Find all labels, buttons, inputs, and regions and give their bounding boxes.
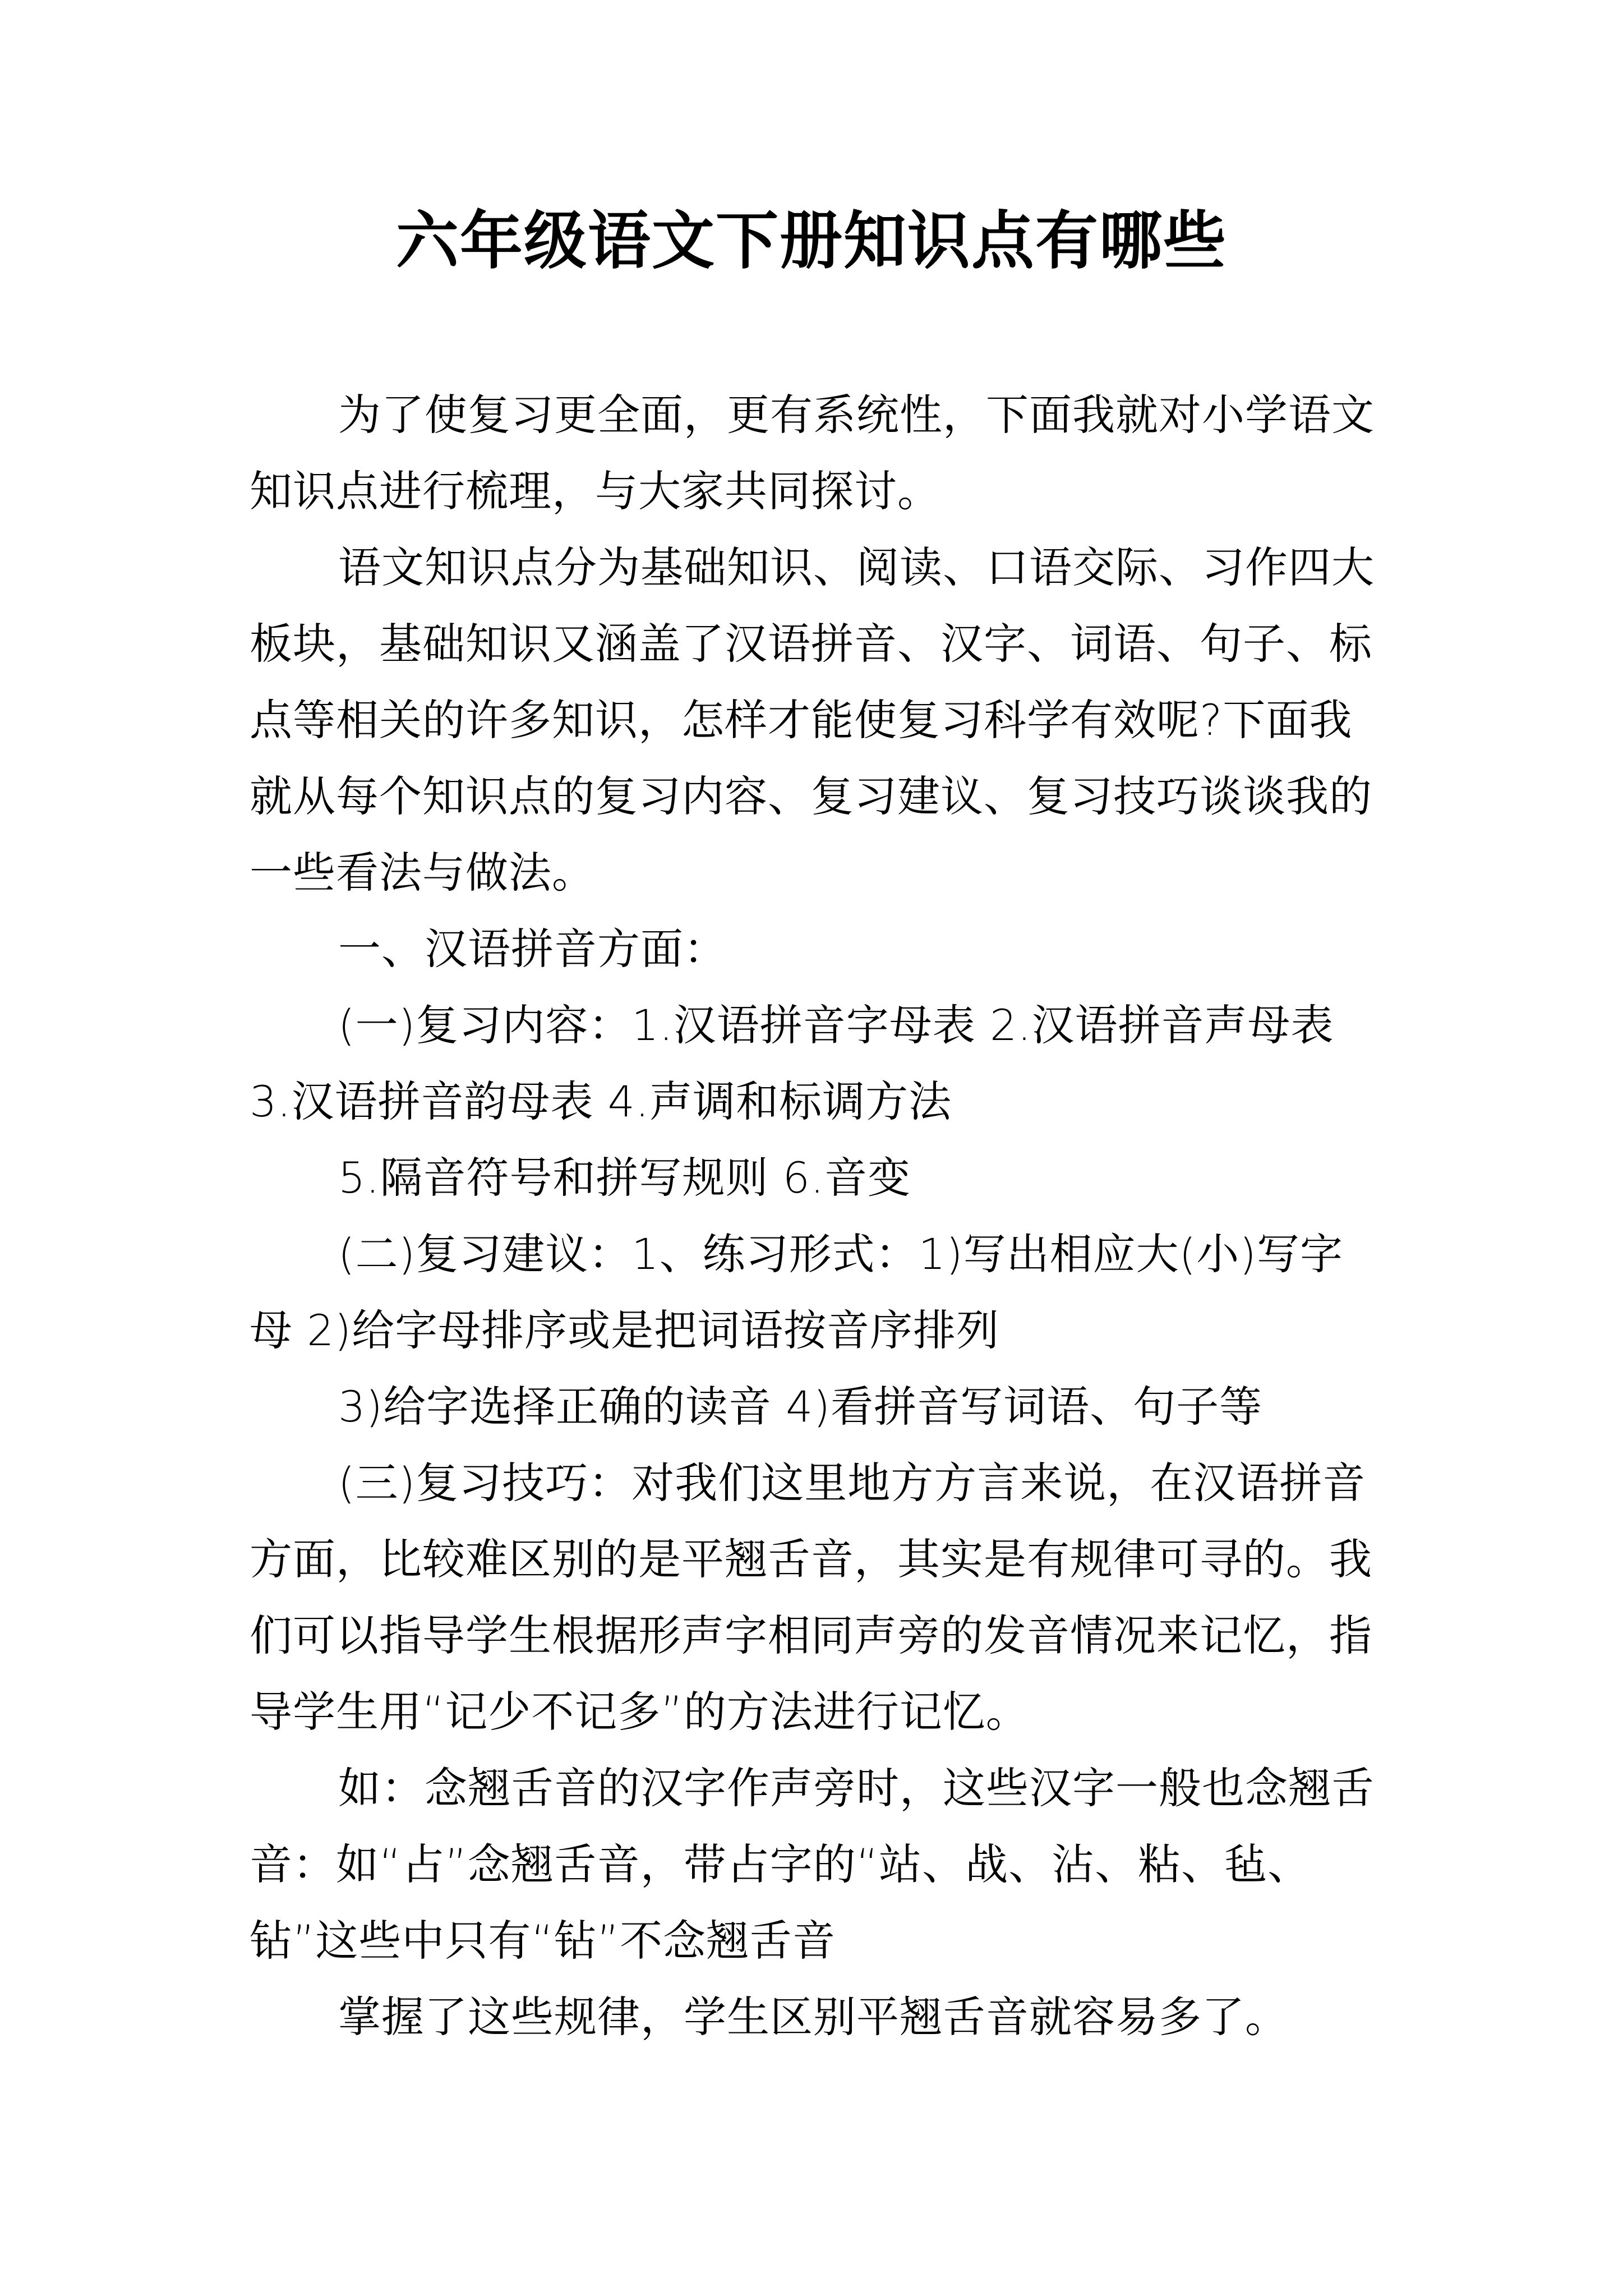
paragraph-line: 就从每个知识点的复习内容、复习建议、复习技巧谈谈我的 (250, 771, 1372, 821)
paragraph-line: 导学生用“记少不记多”的方法进行记忆。 (250, 1687, 1029, 1737)
paragraph-line: 们可以指导学生根据形声字相同声旁的发音情况来记忆，指 (250, 1611, 1372, 1660)
document-title: 六年级语文下册知识点有哪些 (396, 204, 1227, 278)
paragraph-line: 3)给字选择正确的读音 4)看拼音写词语、句子等 (338, 1382, 1263, 1432)
paragraph-line: 语文知识点分为基础知识、阅读、口语交际、习作四大 (338, 542, 1375, 592)
paragraph-line: 为了使复习更全面，更有系统性，下面我就对小学语文 (338, 390, 1375, 440)
paragraph-line: 5.隔音符号和拼写规则 6.音变 (338, 1153, 911, 1203)
paragraph-line: 如：念翘舌音的汉字作声旁时，这些汉字一般也念翘舌 (338, 1763, 1375, 1813)
paragraph-line: 方面，比较难区别的是平翘舌音，其实是有规律可寻的。我 (250, 1534, 1372, 1584)
paragraph-line: 知识点进行梳理，与大家共同探讨。 (250, 466, 940, 516)
paragraph-line: 钻”这些中只有“钻”不念翘舌音 (250, 1916, 836, 1966)
paragraph-line: 点等相关的许多知识，怎样才能使复习科学有效呢?下面我 (250, 695, 1353, 745)
paragraph-line: 板块，基础知识又涵盖了汉语拼音、汉字、词语、句子、标 (250, 619, 1372, 669)
section-heading: 一、汉语拼音方面： (338, 924, 727, 974)
paragraph-line: (二)复习建议：1、练习形式：1)写出相应大(小)写字 (338, 1229, 1343, 1279)
paragraph-line: 母 2)给字母排序或是把词语按音序排列 (250, 1305, 1000, 1355)
paragraph-line: 一些看法与做法。 (250, 848, 595, 898)
paragraph-line: (三)复习技巧：对我们这里地方方言来说，在汉语拼音 (338, 1458, 1366, 1508)
paragraph-line: 掌握了这些规律，学生区别平翘舌音就容易多了。 (338, 1992, 1288, 2042)
paragraph-line: 音：如“占”念翘舌音，带占字的“站、战、沾、粘、毡、 (250, 1839, 1311, 1889)
paragraph-line: (一)复习内容：1.汉语拼音字母表 2.汉语拼音声母表 (338, 1000, 1334, 1050)
paragraph-line: 3.汉语拼音韵母表 4.声调和标调方法 (250, 1076, 952, 1126)
